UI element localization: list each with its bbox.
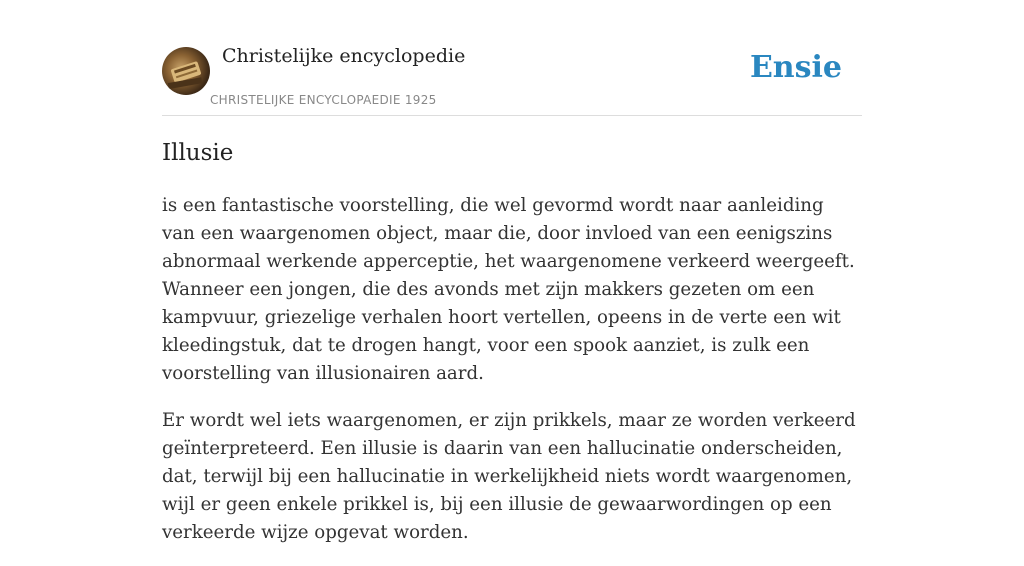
entry-body [162,192,862,566]
source-header [162,0,862,116]
entry-title: Illusie [162,140,234,166]
source-subtitle[interactable]: CHRISTELIJKE ENCYCLOPAEDIE 1925 [210,93,437,107]
source-avatar[interactable] [162,47,210,95]
source-title[interactable]: Christelijke encyclopedie [222,45,466,67]
entry-paragraph: Er wordt wel iets waargenomen, er zijn prikkels, maar ze worden verkeerd geïnterpreteerd. Een illusie is daarin van een hallucinatie onderscheiden, dat, terwijl bij een hallucinatie in werkelijkheid niets wordt waargenomen, wijl er geen enkele prikkel is, bij een illusie de gewaarwordingen op een verkeerde wijze opgevat worden. [162,410,856,543]
book-image-icon [162,47,210,95]
ensie-logo-link[interactable]: Ensie [749,50,842,85]
article [162,0,862,543]
entry-paragraph: is een fantastische voorstelling, die wel gevormd wordt naar aanleiding van een waargenomen object, maar die, door invloed van een eenigszins abnormaal werkende apperceptie, het waargenomene verkeerd weergeeft. Wanneer een jongen, die des avonds met zijn makkers gezeten om een kampvuur, griezelige verhalen hoort vertellen, opeens in de verte een wit kleedingstuk, dat te drogen hangt, voor een spook aanziet, is zulk een voorstelling van illusionairen aard. [162,195,855,384]
